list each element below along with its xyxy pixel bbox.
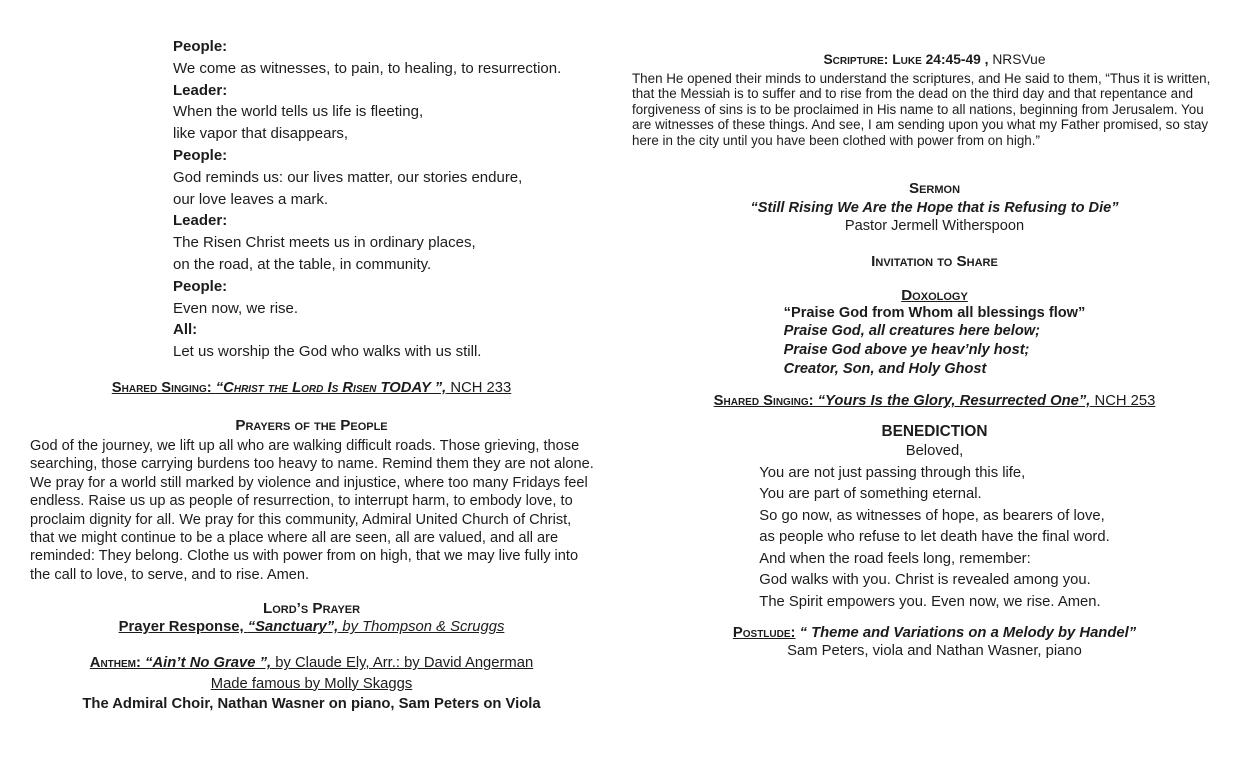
hymn-title: “Yours Is the Glory, Resurrected One”, xyxy=(817,393,1091,410)
scripture-reference: Scripture: Luke 24:45-49 , xyxy=(823,52,989,67)
anthem-line xyxy=(0,653,623,673)
liturgy-group xyxy=(173,210,623,275)
liturgy-group xyxy=(173,319,623,363)
prayer-response-credit: by Thompson & Scruggs xyxy=(338,619,505,636)
liturgy-group xyxy=(173,80,623,145)
liturgy-line: We come as witnesses, to pain, to healing, to resurrection. xyxy=(173,59,562,77)
prayer-response-line xyxy=(0,617,623,637)
lords-prayer-heading: Lord’s Prayer xyxy=(262,600,361,618)
anthem-label: Anthem: xyxy=(89,655,146,672)
sermon-title: “Still Rising We Are the Hope that is Refusing to Die” xyxy=(750,199,1119,216)
liturgy-line: When the world tells us life is fleeting, xyxy=(173,103,424,121)
liturgy-group xyxy=(173,145,623,210)
hymn-reference: NCH 233 xyxy=(446,379,512,396)
anthem-section xyxy=(0,653,623,714)
benediction-line: So go now, as witnesses of hope, as bearers of love, xyxy=(759,507,1105,524)
sermon-speaker: Pastor Jermell Witherspoon xyxy=(844,218,1025,235)
postlude-performers: Sam Peters, viola and Nathan Wasner, piano xyxy=(787,643,1082,660)
doxology-line: Creator, Son, and Holy Ghost xyxy=(783,360,987,377)
scripture-version: NRSVue xyxy=(988,52,1046,67)
liturgy-role-label: People: xyxy=(173,277,228,295)
shared-singing-label: Shared Singing: xyxy=(111,379,216,396)
benediction-heading: BENEDICTION xyxy=(881,423,988,441)
liturgy-line: Even now, we rise. xyxy=(173,299,299,317)
benediction-line: You are part of something eternal. xyxy=(759,486,982,503)
hymn-title: “Christ the Lord Is Risen TODAY ”, xyxy=(215,379,447,396)
sermon-section xyxy=(623,180,1246,236)
anthem-fame-line: Made famous by Molly Skaggs xyxy=(210,675,413,692)
liturgy-line: like vapor that disappears, xyxy=(173,125,349,143)
liturgy-role-label: Leader: xyxy=(173,81,228,99)
benediction-line: God walks with you. Christ is revealed among you. xyxy=(759,572,1091,589)
doxology-heading: Doxology xyxy=(901,286,968,304)
liturgy-group xyxy=(173,36,623,80)
hymn-reference: NCH 253 xyxy=(1090,393,1156,410)
doxology-line: “Praise God from Whom all blessings flow” xyxy=(783,304,1086,321)
shared-singing-line-left xyxy=(0,380,623,396)
scripture-heading xyxy=(623,52,1246,67)
postlude-title: “ Theme and Variations on a Melody by Handel” xyxy=(795,625,1137,642)
anthem-title: “Ain’t No Grave ”, xyxy=(145,655,272,672)
prayers-of-the-people-text: God of the journey, we lift up all who are walking difficult roads. Those grieving, those searching, those carrying burdens too heavy to name. Remind them they are not alone. We pray for a world still marked by violence and injustice, where too many Fridays feel endless. Raise us up as people of resurrection, to interrupt harm, to embody love, to proclaim dignity for all. We pray for this community, Admiral United Church of Christ, that we might continue to be a place where all are seen, all are valued, and all are reminded: They belong. Clothe us with power from on high, that we may live fully into the call to love, to serve, and to rise. Amen. xyxy=(30,437,594,583)
benediction-line: You are not just passing through this life, xyxy=(759,464,1026,481)
shared-singing-line-right xyxy=(623,393,1246,409)
prayer-response-label: Prayer Response, xyxy=(118,619,248,636)
benediction-line: And when the road feels long, remember: xyxy=(759,550,1031,567)
liturgy-line: Let us worship the God who walks with us still. xyxy=(173,343,482,361)
prayer-response-title: “Sanctuary”, xyxy=(247,619,339,636)
doxology-line: Praise God above ye heav’nly host; xyxy=(783,342,1030,358)
postlude-line xyxy=(623,625,1246,641)
benediction-salutation: Beloved, xyxy=(905,443,964,460)
liturgy-line: our love leaves a mark. xyxy=(173,190,329,208)
liturgy-role-label: People: xyxy=(173,38,228,55)
doxology-section xyxy=(623,304,1246,378)
anthem-credit: by Claude Ely, Arr.: by David Angerman xyxy=(271,655,534,672)
benediction-line: The Spirit empowers you. Even now, we rise. Amen. xyxy=(759,593,1101,610)
benediction-line: as people who refuse to let death have the final word. xyxy=(759,529,1110,546)
doxology-line: Praise God, all creatures here below; xyxy=(783,323,1040,340)
postlude-label: Postlude: xyxy=(732,625,796,642)
liturgy-group xyxy=(173,276,623,320)
liturgy-line: on the road, at the table, in community. xyxy=(173,255,432,273)
liturgy-role-label: All: xyxy=(173,321,198,339)
page-right xyxy=(623,0,1246,757)
shared-singing-label: Shared Singing: xyxy=(713,393,818,410)
liturgy-role-label: Leader: xyxy=(173,212,228,230)
liturgy-line: The Risen Christ meets us in ordinary places, xyxy=(173,234,476,252)
liturgy-role-label: People: xyxy=(173,146,228,164)
scripture-text: Then He opened their minds to understand the scriptures, and He said to them, “Thus it is written, that the Messiah is to suffer and to rise from the dead on the third day and that repentance and forgiveness of sins is to be proclaimed in His name to all nations, beginning from Jerusalem. You are witnesses of these things. And see, I am sending upon you what my Father promised, so stay here in the city until you have been clothed with power from on high.” xyxy=(632,71,1211,148)
invitation-to-share-heading: Invitation to Share xyxy=(871,252,998,270)
anthem-performers: The Admiral Choir, Nathan Wasner on piano, Sam Peters on Viola xyxy=(82,696,541,713)
benediction-section xyxy=(623,463,1246,614)
prayers-of-the-people-heading: Prayers of the People xyxy=(235,416,388,434)
liturgy-line: God reminds us: our lives matter, our stories endure, xyxy=(173,168,523,186)
sermon-heading: Sermon xyxy=(908,180,961,198)
call-and-response-liturgy xyxy=(173,36,623,363)
